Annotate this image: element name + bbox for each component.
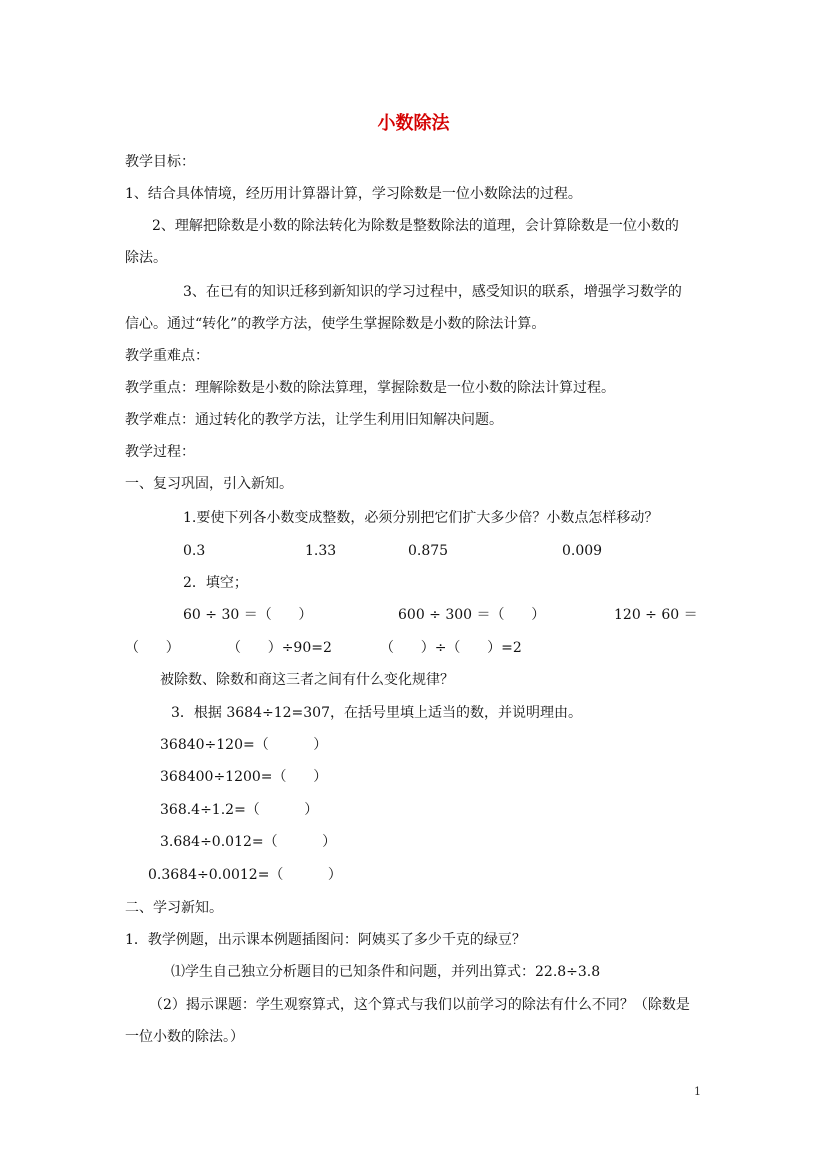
text-line: 教学目标： [125, 154, 195, 170]
text-line: 600 ÷ 300 ＝（ ） [398, 607, 546, 623]
text-line: 教学过程： [125, 444, 195, 460]
text-line: 1、结合具体情境，经历用计算器计算，学习除数是一位小数除法的过程。 [125, 186, 582, 202]
document-title: 小数除法 [377, 113, 450, 134]
text-line: 3、在已有的知识迁移到新知识的学习过程中，感受知识的联系，增强学习数学的 [183, 284, 682, 300]
text-line: 一位小数的除法。） [125, 1029, 244, 1045]
text-line: 0.3684÷0.0012=（ ） [148, 867, 342, 883]
text-line: 1.33 [305, 543, 337, 559]
text-line: 教学重难点： [125, 348, 209, 364]
text-line: 368.4÷1.2=（ ） [160, 802, 319, 818]
text-line: 0.875 [408, 543, 449, 559]
text-line: （ ）÷（ ）=2 [380, 640, 522, 656]
text-line: 教学重点：理解除数是小数的除法算理，掌握除数是一位小数的除法计算过程。 [125, 380, 615, 396]
text-line: （2）揭示课题：学生观察算式，这个算式与我们以前学习的除法有什么不同？（除数是 [149, 997, 690, 1013]
text-line: 36840÷120=（ ） [160, 737, 328, 753]
text-line: 2．填空； [183, 575, 248, 591]
text-line: 信心。通过“转化”的教学方法，使学生掌握除数是小数的除法计算。 [125, 316, 546, 332]
text-line: 1.要使下列各小数变成整数，必须分别把它们扩大多少倍？小数点怎样移动？ [183, 510, 659, 526]
text-line: ⑴学生自己独立分析题目的已知条件和问题，并列出算式：22.8÷3.8 [171, 964, 601, 980]
text-line: 120 ÷ 60 ＝ [614, 607, 698, 623]
text-line: 2、理解把除数是小数的除法转化为除数是整数除法的道理，会计算除数是一位小数的 [152, 218, 679, 234]
text-line: 60 ÷ 30 ＝（ ） [183, 607, 313, 623]
text-line: 3.684÷0.012=（ ） [160, 834, 337, 850]
text-line: 二、学习新知。 [125, 900, 223, 916]
text-line: 教学难点：通过转化的教学方法，让学生利用旧知解决问题。 [125, 412, 503, 428]
text-line: 3．根据 3684÷12=307，在括号里填上适当的数，并说明理由。 [171, 705, 582, 721]
text-line: 0.3 [183, 543, 206, 559]
text-line: （ ） [125, 640, 180, 656]
text-line: 被除数、除数和商这三者之间有什么变化规律？ [160, 672, 454, 688]
text-line: 0.009 [562, 543, 603, 559]
text-line: 1．教学例题，出示课本例题插图问：阿姨买了多少千克的绿豆？ [125, 932, 526, 948]
text-line: 除法。 [125, 250, 167, 266]
text-line: 368400÷1200=（ ） [160, 769, 328, 785]
page-number: 1 [694, 1085, 701, 1098]
text-line: 一、复习巩固，引入新知。 [125, 476, 293, 492]
text-line: （ ）÷90=2 [227, 640, 332, 656]
